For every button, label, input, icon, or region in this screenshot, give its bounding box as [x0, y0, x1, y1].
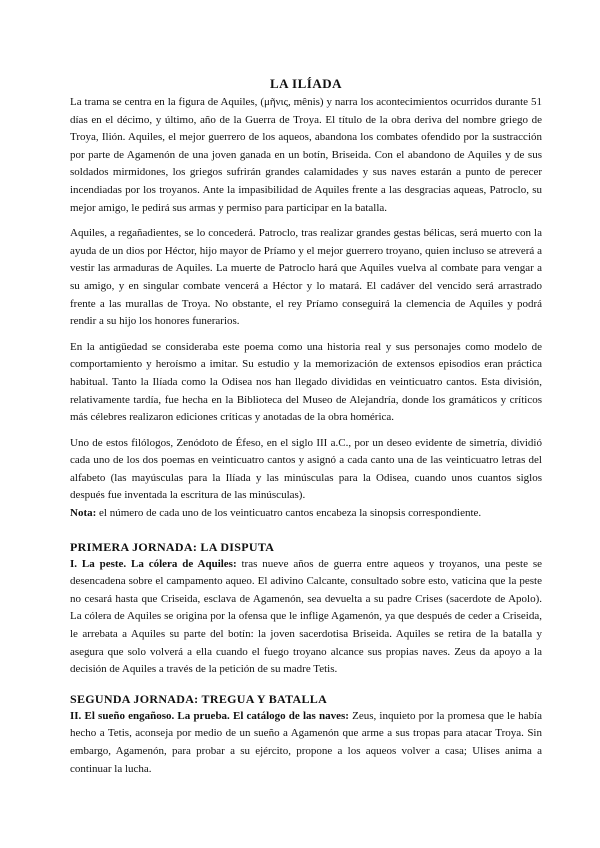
intro-paragraph-3: En la antigüedad se consideraba este poema como una historia real y sus personajes como modelo de comportamiento y heroísmo a imitar. Su estudio y la memorización de extensos episodios eran práctica habitual. Tanto la Ilíada como la Odisea nos han llegado divididas en veinticuatro cantos. Esta división, relativamente tardía, fue hecha en la Biblioteca del Museo de Alejandría, donde los gramáticos y críticos más célebres realizaron ediciones críticas y anotadas de la obra homérica. [70, 340, 542, 424]
document-title: LA ILÍADA [269, 76, 343, 91]
section-heading-first-day: PRIMERA JORNADA: LA DISPUTA [70, 539, 275, 554]
note-paragraph [70, 505, 542, 523]
canto-synopsis-2: Zeus, inquieto por la promesa que le había hecho a Tetis, aconseja por medio de un sueño a Agamenón que arme a sus tropas para atacar Troya. Sin embargo, Agamenón, para probar a su ejército, propone a los aqueos volver a casa; Ulises anima a continuar la lucha. [70, 709, 542, 775]
canto-title-2: II. El sueño engañoso. La prueba. El catálogo de las naves: [70, 709, 349, 722]
intro-paragraph-2: Aquiles, a regañadientes, se lo concederá. Patroclo, tras realizar grandes gestas bélicas, será muerto con la ayuda de un dios por Héctor, hijo mayor de Príamo y el mejor guerrero troyano, quien incluso se atreverá a vestir las armaduras de Aquiles. La muerte de Patroclo hará que Aquiles vuelva al combate para vengar a su amigo, y en singular combate vencerá a Héctor y lo matará. El cadáver del vencido será arrastrado frente a las murallas de Troya. No obstante, el rey Príamo conseguirá la clemencia de Aquiles y podrá rendir a su hijo los honores funerarios. [70, 227, 542, 328]
section-heading-second-day: SEGUNDA JORNADA: TREGUA Y BATALLA [70, 691, 328, 706]
section-paragraph-first-day [70, 556, 542, 679]
canto-title-1: I. La peste. La cólera de Aquiles: [70, 557, 237, 570]
document-page [70, 76, 542, 786]
section-paragraph-second-day [70, 708, 542, 778]
intro-paragraph-4: Uno de estos filólogos, Zenódoto de Éfeso, en el siglo III a.C., por un deseo evidente de simetría, dividió cada uno de los dos poemas en veinticuatro cantos y asignó a cada canto una de las veinticuatro letras del alfabeto (las mayúsculas para la Ilíada y las minúsculas para la Odisea, cuando unos cuantos siglos después fue inventada la escritura de las minúsculas). [70, 436, 542, 502]
note-text: el número de cada uno de los veinticuatro cantos encabeza la sinopsis correspondiente. [96, 507, 482, 520]
canto-synopsis-1: tras nueve años de guerra entre aqueos y troyanos, una peste se desencadena sobre el campamento aqueo. El adivino Calcante, consultado sobre esto, vaticina que la peste no cesará hasta que Criseida, esclava de Agamenón, sea devuelta a su padre Crises (sacerdote de Apolo). La cólera de Aquiles se origina por la ofensa que le inflige Agamenón, ya que después de ceder a Criseida, le arrebata a Aquiles su parte del botín: la joven sacerdotisa Briseida. Aquiles se retira de la batalla y asegura que solo volverá a ella cuando el fuego troyano alcance sus propias naves. Zeus da apoyo a la decisión de Aquiles a través de la petición de su madre Tetis. [70, 557, 543, 676]
section-first-day [70, 539, 542, 679]
intro-paragraph-1: La trama se centra en la figura de Aquiles, (μῆνις, mênis) y narra los acontecimientos ocurridos durante 51 días en el décimo, y último, año de la Guerra de Troya. El título de la obra deriva del nombre griego de Troya, Ilión. Aquiles, el mejor guerrero de los aqueos, abandona los combates ofendido por la sustracción por parte de Agamenón de una joven ganada en un botín, Briseida. Con el abandono de Aquiles y de sus soldados mirmidones, los griegos sufrirán grandes calamidades y sus naves estarán a punto de perecer incendiadas por los troyanos. Ante la impasibilidad de Aquiles frente a las desgracias aqueas, Patroclo, su mejor amigo, le pedirá sus armas y permiso para participar en la batalla. [70, 96, 542, 214]
note-label: Nota: [70, 507, 97, 520]
section-second-day [70, 691, 542, 778]
